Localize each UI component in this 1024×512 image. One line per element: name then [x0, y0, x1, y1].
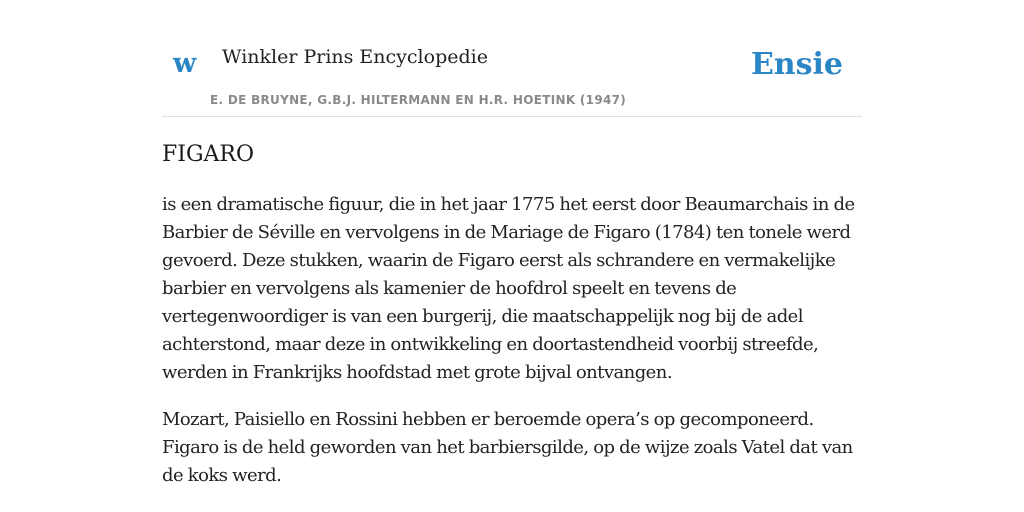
encyclopedia-header — [162, 0, 862, 117]
article-paragraph: is een dramatische figuur, die in het jaar 1775 het eerst door Beaumarchais in de Barbier de Séville en vervolgens in de Mariage de Figaro (1784) ten tonele werd gevoerd. Deze stukken, waarin de Figaro eerst als schrandere en vermakelijke barbier en vervolgens als kamenier de hoofdrol speelt en tevens de vertegenwoordiger is van een burgerij, die maatschappelijk nog bij de adel achterstond, maar deze in ontwikkeling en doortastendheid voorbij streefde, werden in Frankrijks hoofdstad met grote bijval ontvangen. — [162, 194, 855, 383]
article — [162, 140, 862, 509]
encyclopedia-logo-icon[interactable]: w — [173, 48, 197, 79]
article-paragraph: Mozart, Paisiello en Rossini hebben er beroemde opera’s op gecomponeerd. Figaro is de held geworden van het barbiersgilde, op de wijze zoals Vatel dat van de koks werd. — [162, 409, 853, 486]
article-title: FIGARO — [162, 142, 255, 167]
encyclopedia-title[interactable]: Winkler Prins Encyclopedie — [222, 46, 488, 68]
encyclopedia-authors: E. DE BRUYNE, G.B.J. HILTERMANN EN H.R. HOETINK (1947) — [210, 93, 627, 107]
ensie-brand-logo[interactable]: Ensie — [750, 47, 843, 82]
